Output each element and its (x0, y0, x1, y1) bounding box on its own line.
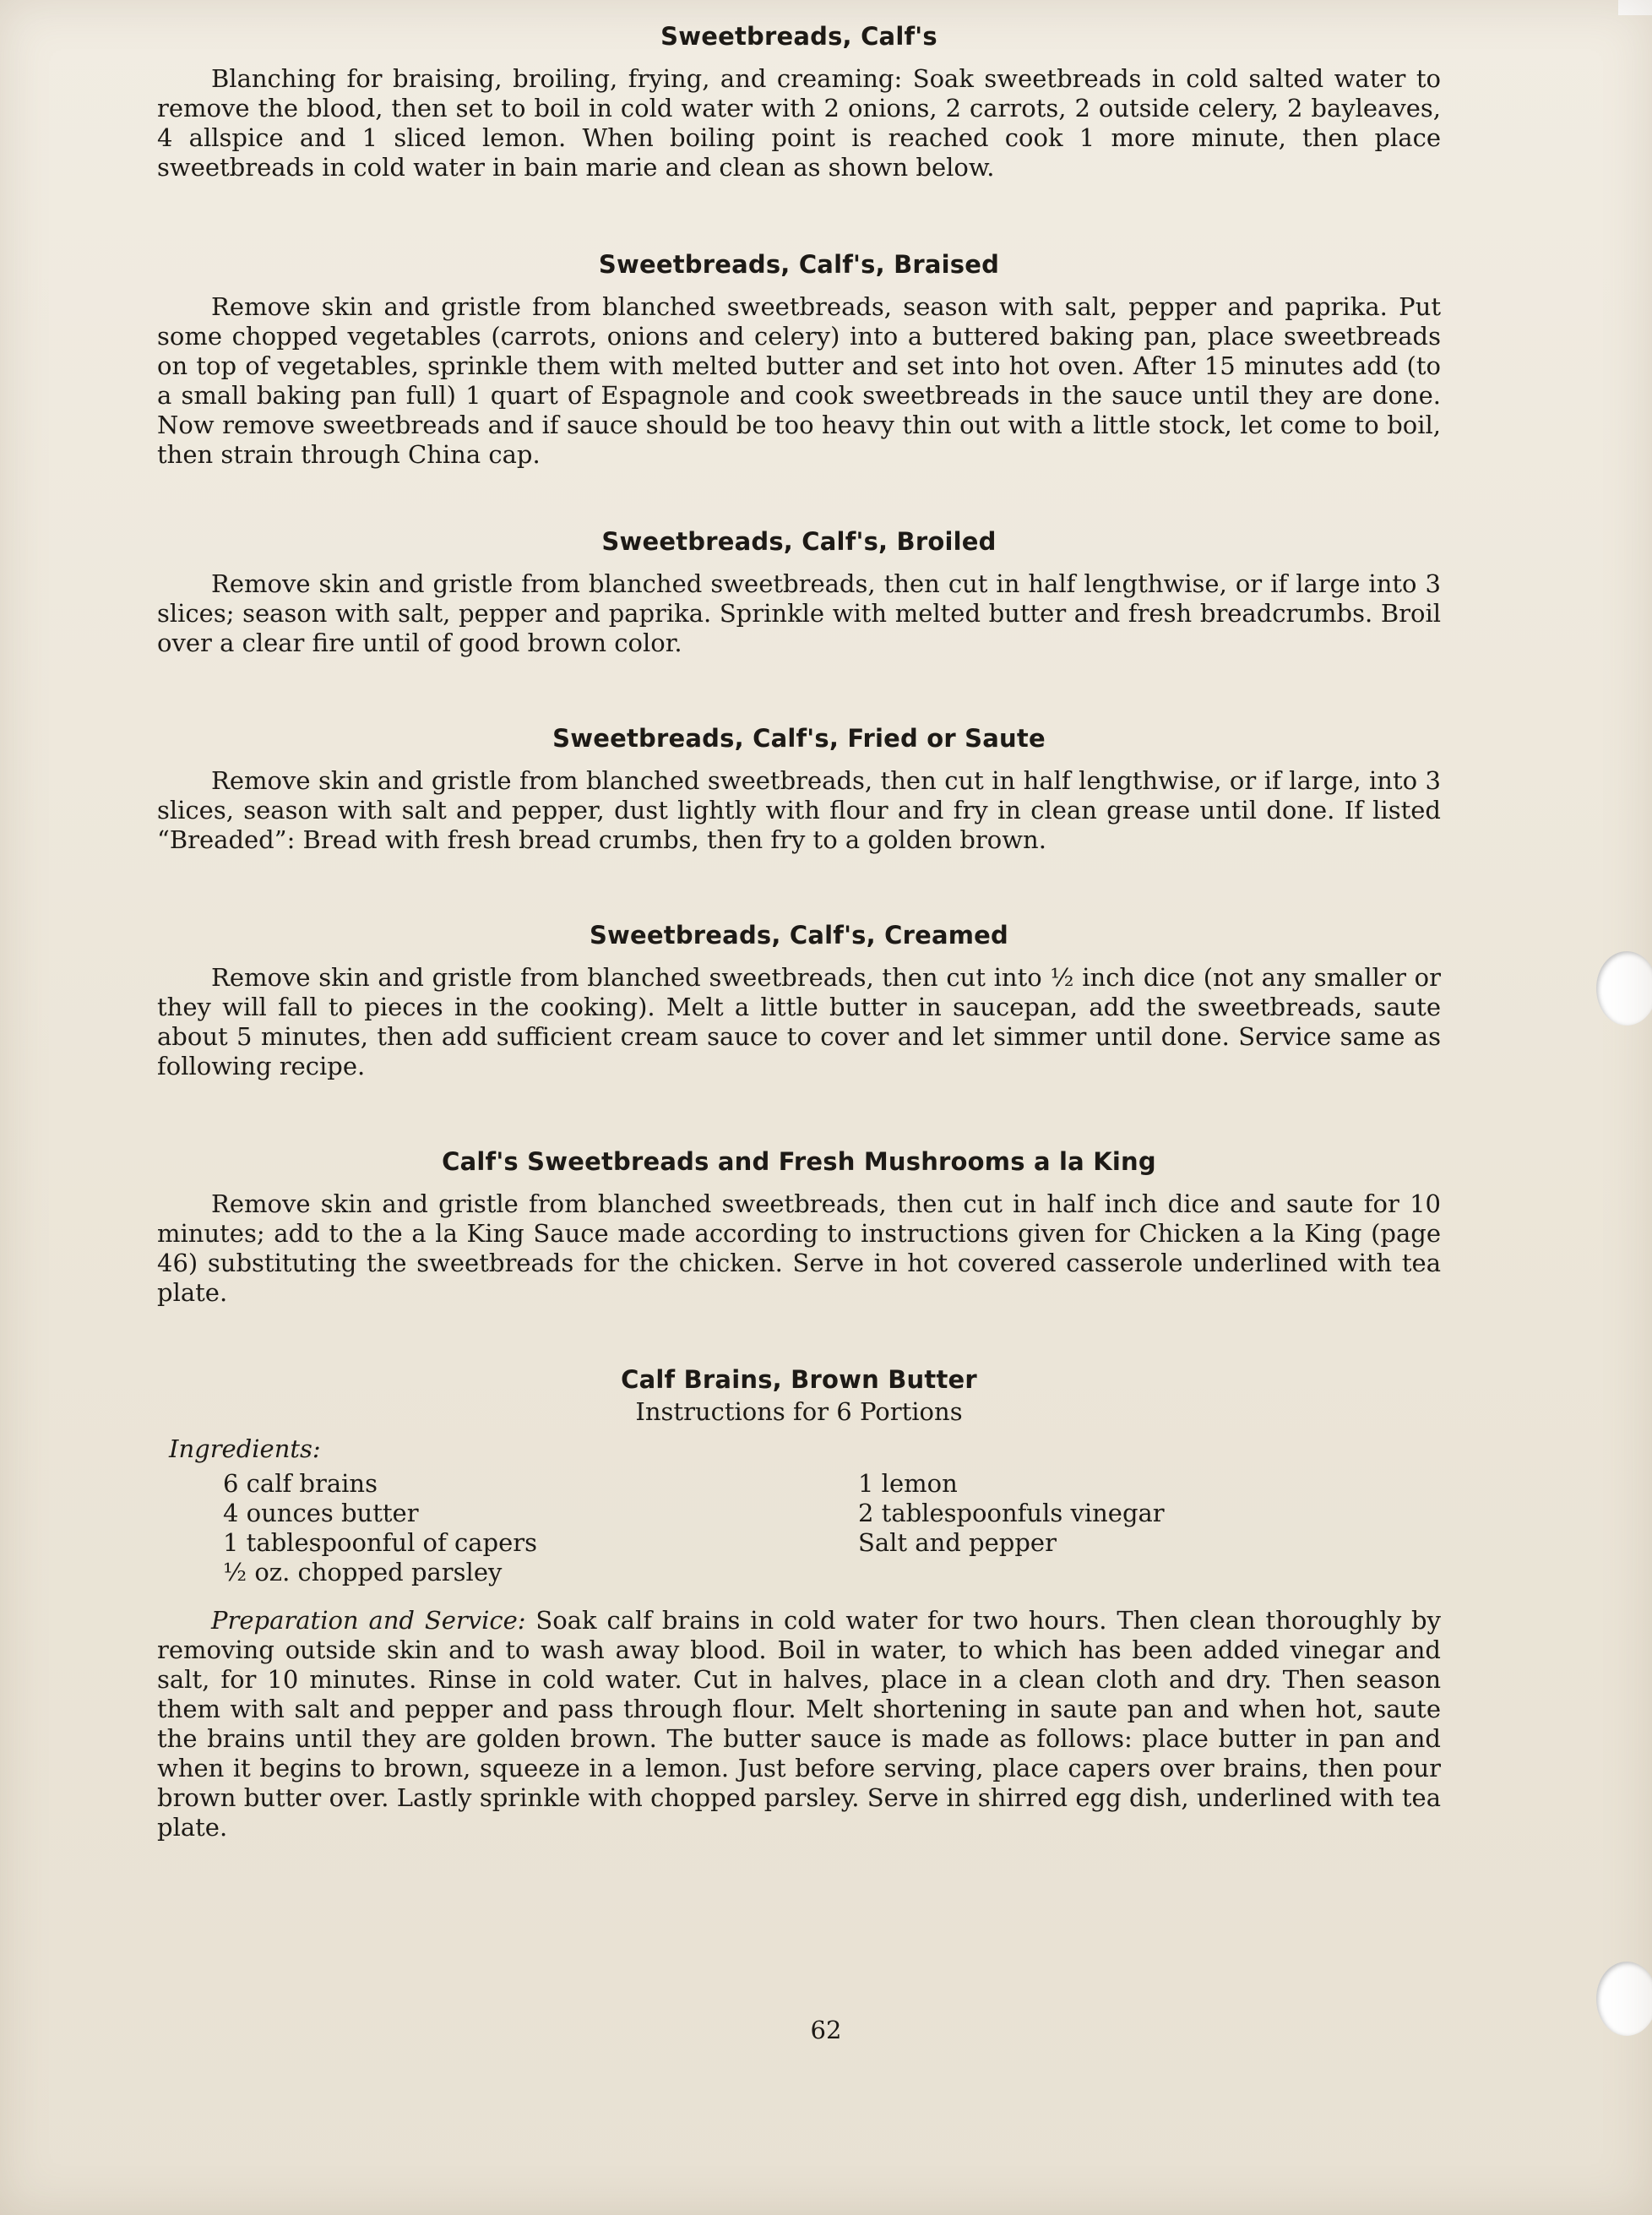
ingredient-item: 6 calf brains (223, 1469, 378, 1498)
recipe-title: Calf Brains, Brown Butter (621, 1365, 977, 1394)
section-text-a-la-king: Remove skin and gristle from blanched sweetbreads, then cut in half inch dice and saute for 10 minutes; add to the a la King Sauce made according to instructions given for Chicken a la King (page 46) substituting the sweetbreads for the chicken. Serve in hot covered casserole underlined with tea plate. (157, 1189, 1441, 1307)
recipe-subtitle: Instructions for 6 Portions (635, 1397, 963, 1426)
section-text-creamed: Remove skin and gristle from blanched sweetbreads, then cut into ½ inch dice (not any smaller or they will fall to pieces in the cooking). Melt a little butter in saucepan, add the sweetbreads, saute about 5 minutes, then add sufficient cream sauce to cover and let simmer until done. Service same as following recipe. (157, 963, 1441, 1080)
ingredients-right-column (858, 1469, 1165, 1587)
section-text-braised: Remove skin and gristle from blanched sweetbreads, season with salt, pepper and paprika. Put some chopped vegetables (carrots, onions and celery) into a buttered baking pan, place sweetbreads on top of vegetables, sprinkle them with melted butter and set into hot oven. After 15 minutes add (to a small baking pan full) 1 quart of Espagnole and cook sweetbreads in the sauce until they are done. Now remove sweetbreads and if sauce should be too heavy thin out with a little stock, let come to boil, then strain through China cap. (157, 292, 1441, 469)
preparation-body: Soak calf brains in cold water for two hours. Then clean thoroughly by removing outside skin and to wash away blood. Boil in water, to which has been added vinegar and salt, for 10 minutes. Rinse in cold water. Cut in halves, place in a clean cloth and dry. Then season them with salt and pepper and pass through flour. Melt shortening in saute pan and when hot, saute the brains until they are golden brown. The butter sauce is made as follows: place butter in pan and when it begins to brown, squeeze in a lemon. Just before serving, place capers over brains, then pour brown butter over. Lastly sprinkle with chopped parsley. Serve in shirred egg dish, underlined with tea plate. (157, 1606, 1441, 1842)
ingredients-list (157, 1469, 1441, 1587)
preparation-label: Preparation and Service: (211, 1606, 526, 1635)
ingredient-item: 4 ounces butter (223, 1499, 419, 1527)
section-title-creamed: Sweetbreads, Calf's, Creamed (589, 921, 1009, 950)
section-title-fried: Sweetbreads, Calf's, Fried or Saute (552, 724, 1046, 753)
ingredient-item: 2 tablespoonfuls vinegar (858, 1499, 1165, 1527)
section-text-broiled: Remove skin and gristle from blanched sweetbreads, then cut in half lengthwise, or if large into 3 slices; season with salt, pepper and paprika. Sprinkle with melted butter and fresh breadcrumbs. Broil over a clear fire until of good brown color. (157, 569, 1441, 657)
ingredients-left-column (157, 1469, 858, 1587)
page-number: 62 (810, 2016, 842, 2044)
ingredient-item: 1 lemon (858, 1469, 958, 1498)
page-content (157, 17, 1441, 1842)
section-title-broiled: Sweetbreads, Calf's, Broiled (601, 527, 997, 556)
page-corner (1618, 0, 1652, 15)
preparation-text (157, 1606, 1441, 1842)
section-title-sweetbreads: Sweetbreads, Calf's (660, 22, 937, 51)
binder-hole (1596, 1962, 1652, 2036)
ingredient-item: 1 tablespoonful of capers (223, 1528, 537, 1557)
ingredient-item: ½ oz. chopped parsley (223, 1558, 503, 1586)
section-title-braised: Sweetbreads, Calf's, Braised (598, 250, 1000, 279)
binder-hole (1596, 951, 1652, 1026)
ingredient-item: Salt and pepper (858, 1528, 1057, 1557)
section-text-sweetbreads: Blanching for braising, broiling, frying, and creaming: Soak sweetbreads in cold salted water to remove the blood, then set to boil in cold water with 2 onions, 2 carrots, 2 outside celery, 2 bayleaves, 4 allspice and 1 sliced lemon. When boiling point is reached cook 1 more minute, then place sweetbreads in cold water in bain marie and clean as shown below. (157, 64, 1441, 182)
ingredients-label: Ingredients: (169, 1434, 321, 1463)
section-title-a-la-king: Calf's Sweetbreads and Fresh Mushrooms a la King (442, 1147, 1156, 1176)
section-text-fried: Remove skin and gristle from blanched sweetbreads, then cut in half lengthwise, or if large, into 3 slices, season with salt and pepper, dust lightly with flour and fry in clean grease until done. If listed “Breaded”: Bread with fresh bread crumbs, then fry to a golden brown. (157, 766, 1441, 854)
